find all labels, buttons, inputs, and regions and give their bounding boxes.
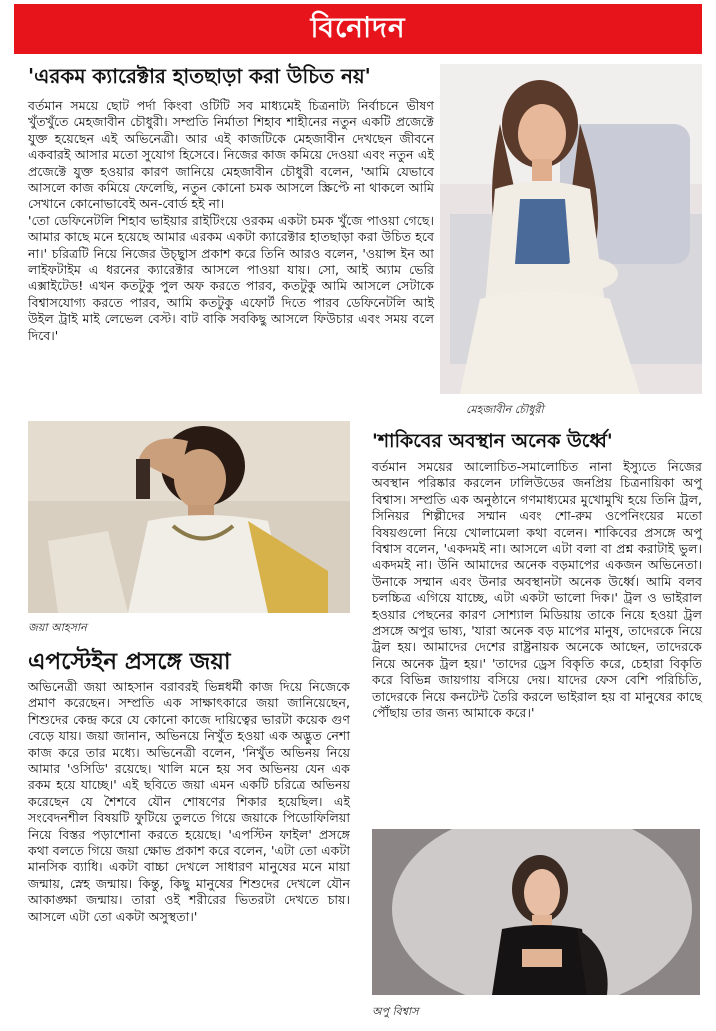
- article2-paragraph: বর্তমান সময়ের আলোচিত-সমালোচিত নানা ইস্যুতে নিজের অবস্থান পরিষ্কার করলেন ঢালিউডের জনপ্রিয় চিত্রনায়িকা অপু বিশ্বাস। সম্প্রতি এক অনুষ্ঠানে গণমাধ্যমের মুখোমুখি হয়ে তিনি ট্রল, সিনিয়র শিল্পীদের সম্মান এবং শো-রুম ওপেনিংয়ের মতো বিষয়গুলো নিয়ে খোলামেলা কথা বলেন। শাকিবের প্রসঙ্গে অপু বিশ্বাস বলেন, 'একদমই না। আসলে এটা বলা বা প্রশ্ন করাটাই ভুল। একদমই না। উনি আমাদের অনেক বড়মাপের একজন অভিনেতা। উনাকে সম্মান এবং উনার অবস্থানটা অনেক উর্ধ্বে। আমি বলব চলচ্চিত্র এগিয়ে যাচ্ছে, এটা একটা ভালো দিক।' ট্রল ও ভাইরাল হওয়ার পেছনের কারণ সোশ্যাল মিডিয়ায় তাকে নিয়ে হওয়া ট্রল প্রসঙ্গে অপুর ভাষ্য, 'যারা অনেক বড় মাপের মানুষ, তাদেরকে নিয়ে ট্রল হয়। আমাদের দেশের রাষ্ট্রনায়ক অনেকে আছেন, তাদেরকে নিয়ে অনেক ট্রল হয়।' 'তাদের ড্রেস বিকৃতি করে, চেহারা বিকৃতি করে বিভিন্ন জায়গায় বসিয়ে দেয়। যাদের ফেস বেশি পরিচিতি, তাদেরকে নিয়ে কনটেন্ট তৈরি করলে ভাইরাল হয় বা মানুষের কাছে পৌঁছায় তার জন্য আমাকে করে।': [372, 459, 702, 721]
- joya-ahsan-photo-illustration: [28, 421, 350, 613]
- joya-ahsan-caption: জয়া আহসান: [28, 621, 87, 634]
- apu-biswas-caption: অপু বিশ্বাস: [372, 1005, 419, 1018]
- joya-ahsan-photo: [28, 421, 350, 613]
- section-banner: [14, 4, 702, 54]
- apu-biswas-photo-illustration: [372, 829, 700, 995]
- article3-body: [28, 679, 350, 925]
- article1-body: [28, 98, 434, 344]
- section-title: বিনোদন: [310, 10, 406, 44]
- article3-headline: এপস্টেইন প্রসঙ্গে জয়া: [28, 649, 231, 675]
- apu-biswas-photo: [372, 829, 700, 995]
- mehazabien-caption: মেহজাবীন চৌধুরী: [466, 403, 544, 416]
- article1-headline: 'এরকম ক্যারেক্টার হাতছাড়া করা উচিত নয়': [28, 64, 371, 88]
- article2-headline: 'শাকিবের অবস্থান অনেক উর্ধ্বে': [372, 430, 613, 452]
- article2-body: [372, 459, 702, 722]
- article3-paragraph: অভিনেত্রী জয়া আহসান বরাবরই ভিন্নধর্মী কাজ দিয়ে নিজেকে প্রমাণ করেছেন। সম্প্রতি এক সাক্ষাৎকারে জয়া জানিয়েছেন, শিশুদের কেন্দ্র করে যে কোনো কাজে দায়িত্বের ভারটা কয়েক গুণ বেড়ে যায়। জয়া জানান, অভিনয়ে নিখুঁত হওয়া এক অদ্ভুত নেশা কাজ করে তার মধ্যে। অভিনেত্রী বলেন, 'নিখুঁত অভিনয় নিয়ে আমার 'ওসিডি' রয়েছে। খালি মনে হয় সব অভিনয় যেন এক রকম হয়ে যাচ্ছে।' এই ছবিতে জয়া এমন একটি চরিত্রে অভিনয় করেছেন যে শৈশবে যৌন শোষণের শিকার হয়েছিল। এই সংবেদনশীল বিষয়টি ফুটিয়ে তুলতে গিয়ে জয়াকে পিডোফিলিয়া নিয়ে বিস্তর পড়াশোনা করতে হয়েছে। 'এপস্টিন ফাইল' প্রসঙ্গে কথা বলতে গিয়ে জয়া ক্ষোভ প্রকাশ করে বলেন, 'এটা তো একটা মানসিক ব্যাধি। একটা বাচ্চা দেখলে সাধারণ মানুষের মনে মায়া জন্মায়, স্নেহ জন্মায়। কিন্তু, কিছু মানুষের শিশুদের দেখলে যৌন আকাঙ্ক্ষা জন্মায়। তারা ওই শরীরের ভিতরটা দেখতে চায়। আসলে এটা তো একটা অসুস্থতা।': [28, 679, 350, 924]
- mehazabien-photo: [440, 64, 702, 394]
- mehazabien-photo-illustration: [440, 64, 702, 394]
- article1-paragraph: 'তো ডেফিনেটলি শিহাব ভাইয়ার রাইটিংয়ে ওরকম একটা চমক খুঁজে পাওয়া গেছে। আমার কাছে মনে হয়েছে আমার এরকম একটা ক্যারেক্টার হাতছাড়া করা উচিত হবে না।' চরিত্রটি নিয়ে নিজের উচ্ছ্বাস প্রকাশ করে তিনি আরও বলেন, 'ওয়ান্স ইন আ লাইফটাইম এ ধরনের ক্যারেক্টার আসলে পাওয়া যায়। সো, আই অ্যাম ভেরি এক্সাইটেড! এখন কতটুকু পুল অফ করতে পারব, কতটুকু আমি আসলে সেটাকে বিশ্বাসযোগ্য করতে পারব, আমি কতটুকু এফোর্ট দিতে পারব ডেফিনেটলি আই উইল ট্রাই মাই লেভেল বেস্ট। বাট বাকি সবকিছু আসলে ফিউচার এবং সময় বলে দিবে।': [28, 212, 434, 343]
- article1-paragraph: বর্তমান সময়ে ছোট পর্দা কিংবা ওটিটি সব মাধ্যমেই চিত্রনাট্য নির্বাচনে ভীষণ খুঁতখুঁতে মেহজাবীন চৌধুরী। সম্প্রতি নির্মাতা শিহাব শাহীনের নতুন একটি প্রজেক্টে যুক্ত হয়েছেন এই অভিনেত্রী। আর এই কাজটিকে মেহজাবীন দেখছেন জীবনে একবারই আসার মতো সুযোগ হিসেবে। নিজের কাজ কমিয়ে দেওয়া এবং নতুন এই প্রজেক্টে যুক্ত হওয়ার কারণ জানিয়ে মেহজাবীন চৌধুরী বলেন, 'আমি যেভাবে আসলে কাজ কমিয়ে ফেলেছি, নতুন কোনো চমক আসলে স্ক্রিপ্টে না থাকলে আমি সেখানে কোনোভাবেই অন-বোর্ড হই না।: [28, 98, 434, 212]
